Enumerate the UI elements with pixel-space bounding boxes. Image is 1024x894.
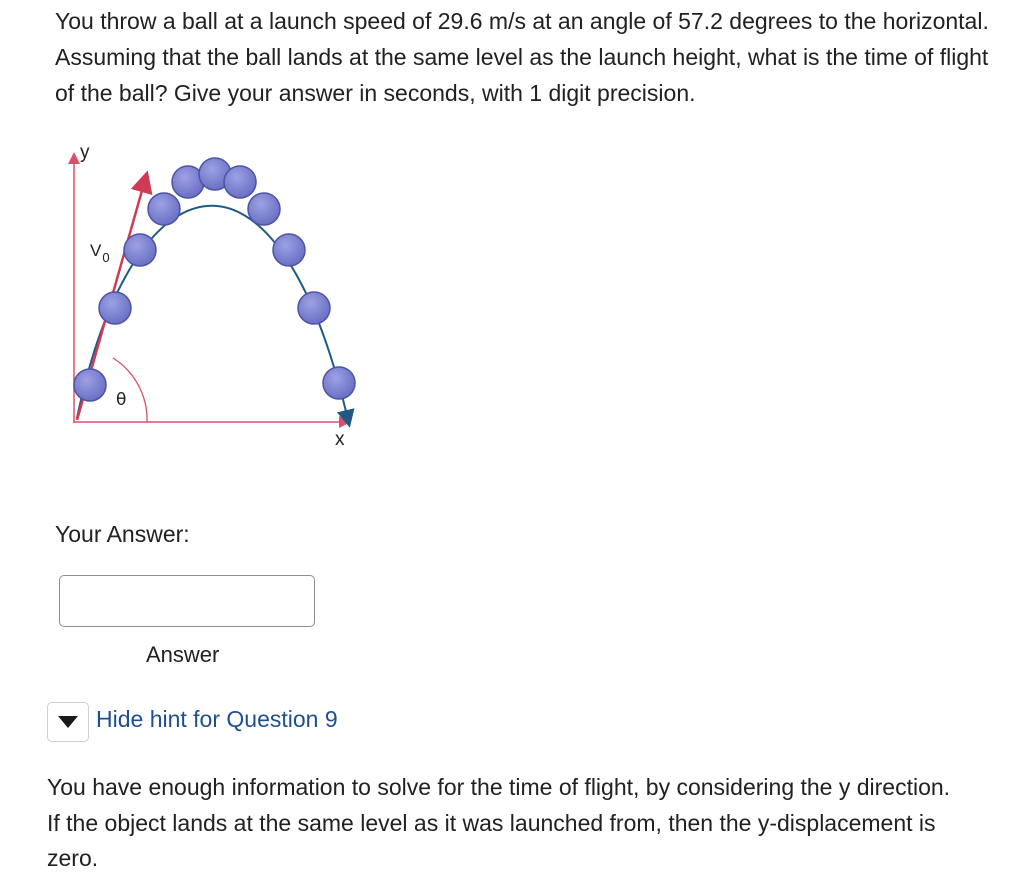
answer-label: Your Answer:	[55, 521, 190, 547]
ball	[298, 292, 330, 324]
ball	[124, 234, 156, 266]
hint-text: You have enough information to solve for the time of flight, by considering the y direction. If the object lands at the same level as it was launched from, then the y-displacement is zero.	[47, 774, 951, 871]
hint-toggle-button[interactable]	[47, 702, 89, 742]
ball	[99, 292, 131, 324]
ball	[74, 369, 106, 401]
angle-label: θ	[116, 390, 127, 410]
projectile-diagram	[52, 140, 372, 450]
answer-caption: Answer	[146, 642, 220, 667]
answer-input[interactable]	[59, 575, 315, 627]
caret-down-icon	[57, 715, 79, 729]
ball	[248, 193, 280, 225]
velocity-label: $V_0$	[90, 241, 110, 265]
ball	[148, 193, 180, 225]
ball	[224, 166, 256, 198]
hide-hint-link[interactable]: Hide hint for Question 9	[96, 706, 338, 732]
ball	[273, 234, 305, 266]
x-axis-label: x	[335, 429, 345, 450]
y-axis-label: y	[80, 142, 90, 163]
ball	[323, 367, 355, 399]
question-text: You throw a ball at a launch speed of 29.6 m/s at an angle of 57.2 degrees to the horizontal. Assuming that the ball lands at the same level as the launch height, what is the time of flight of the ball? Give your answer in seconds, with 1 digit precision.	[55, 8, 989, 106]
